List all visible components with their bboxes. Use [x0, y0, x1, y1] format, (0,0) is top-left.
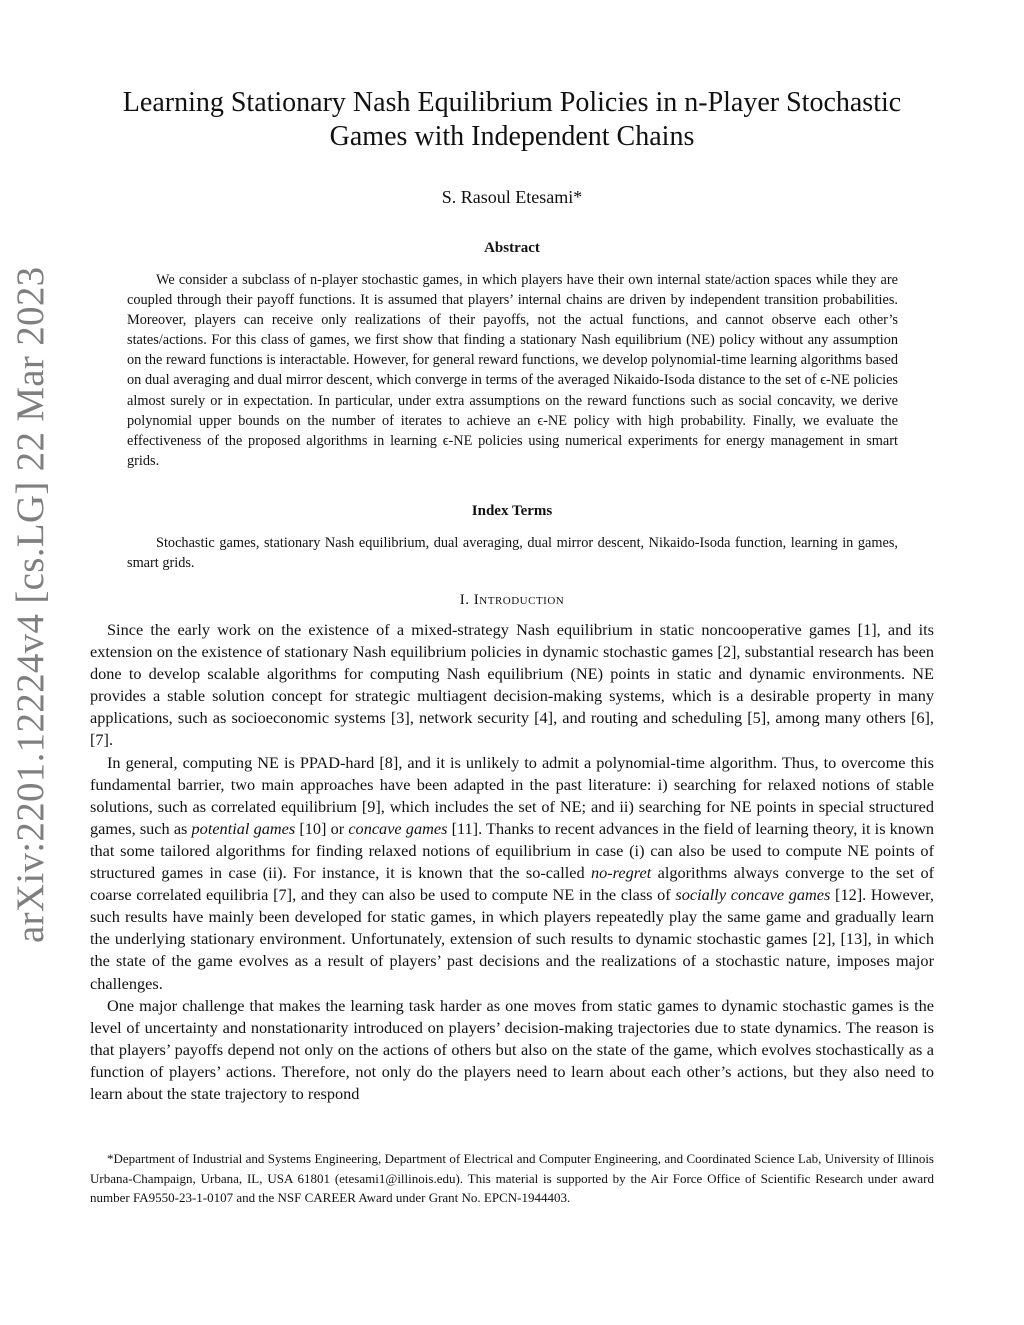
index-terms-body: Stochastic games, stationary Nash equilibrium, dual averaging, dual mirror descent, Nikaido-Isoda function, learning in games, smart grids. [127, 535, 898, 572]
abstract-heading: Abstract [484, 240, 540, 256]
arxiv-identifier: arXiv:2201.12224v4 [cs.LG] 22 Mar 2023 [9, 266, 52, 943]
paper-title [90, 86, 934, 154]
introduction-heading [90, 592, 934, 609]
title-line-2: Games with Independent Chains [329, 121, 695, 152]
abstract-text [127, 270, 898, 471]
emphasis-socially-concave-games: socially concave games [675, 885, 831, 905]
introduction-body [90, 619, 934, 1105]
paragraph-segment: algorithms always converge to the set of coarse correlated equilibria [7], and they can also be used to compute NE in the class of [90, 863, 935, 905]
title-line-1: Learning Stationary Nash Equilibrium Policies in n-Player Stochastic [122, 87, 902, 118]
paragraph-segment: [11]. Thanks to recent advances in the field of learning theory, it is known that some tailored algorithms for finding relaxed notions of equilibrium in case (i) can also be used to compute NE points of structured games in case (ii). For instance, it is known that the so-called [90, 818, 935, 883]
author-name: S. Rasoul Etesami* [441, 187, 583, 207]
index-terms-heading: Index Terms [471, 503, 553, 519]
abstract-body: We consider a subclass of n-player stochastic games, in which players have their own internal state/action spaces while they are coupled through their payoff functions. It is assumed that players’ internal chains are driven by independent transition probabilities. Moreover, players can receive only realizations of their payoffs, not the actual functions, and cannot observe each other’s states/actions. For this class of games, we first show that finding a stationary Nash equilibrium (NE) policy without any assumption on the reward functions is interactable. However, for general reward functions, we develop polynomial-time learning algorithms based on dual averaging and dual mirror descent, which converge in terms of the averaged Nikaido-Isoda distance to the set of ϵ-NE policies almost surely or in expectation. In particular, under extra assumptions on the reward functions such as social concavity, we derive polynomial upper bounds on the number of iterates to achieve an ϵ-NE policy with high probability. Finally, we evaluate the effectiveness of the proposed algorithms in learning ϵ-NE policies using numerical experiments for energy management in smart grids. [127, 272, 898, 469]
paragraph-segment: [12]. However, such results have mainly been developed for static games, in which players repeatedly play the same game and gradually learn the underlying stationary environment. Unfortunately, extension of such results to dynamic stochastic games [2], [13], in which the state of the game evolves as a result of players’ past decisions and the realizations of a stochastic nature, imposes major challenges. [90, 885, 934, 993]
intro-paragraph-3: One major challenge that makes the learning task harder as one moves from static games to dynamic stochastic games is the level of uncertainty and nonstationarity introduced on players’ decision-making trajectories due to state dynamics. The reason is that players’ payoffs depend not only on the actions of others but also on the state of the game, which evolves stochastically as a function of players’ actions. Therefore, not only do the players need to learn about each other’s actions, but they also need to learn about the state trajectory to respond [90, 995, 934, 1103]
index-terms-text [127, 533, 898, 573]
emphasis-no-regret: no-regret [590, 863, 652, 883]
section-title: Introduction [473, 592, 565, 608]
paragraph-segment: In general, computing NE is PPAD-hard [8], and it is unlikely to admit a polynomial-time algorithm. Thus, to overcome this fundamental barrier, two main approaches have been adapted in the past literature: i) searching for relaxed notions of stable solutions, such as correlated equilibrium [9], which includes the set of NE; and ii) searching for NE points in special structured games, such as [90, 752, 934, 838]
section-number: I. [459, 592, 470, 608]
intro-paragraph-2 [90, 752, 934, 995]
emphasis-concave-games: concave games [348, 818, 448, 838]
intro-paragraph-1: Since the early work on the existence of a mixed-strategy Nash equilibrium in static noncooperative games [1], and its extension on the existence of stationary Nash equilibrium policies in dynamic stochastic games [2], substantial research has been done to develop scalable algorithms for computing Nash equilibrium (NE) points in static and dynamic environments. NE provides a stable solution concept for strategic multiagent decision-making systems, which is a desirable property in many applications, such as socioeconomic systems [3], network security [4], and routing and scheduling [5], among many others [6], [7]. [90, 620, 934, 750]
paragraph-segment: [10] or [295, 818, 349, 838]
emphasis-potential-games: potential games [191, 818, 296, 838]
author-footnote: *Department of Industrial and Systems Engineering, Department of Electrical and Computer Engineering, and Coordinated Science Lab, University of Illinois Urbana-Champaign, Urbana, IL, USA 61801 (etesami1@illinois.edu). This material is supported by the Air Force Office of Scientific Research under award number FA9550-23-1-0107 and the NSF CAREER Award under Grant No. EPCN-1944403. [90, 1151, 934, 1205]
